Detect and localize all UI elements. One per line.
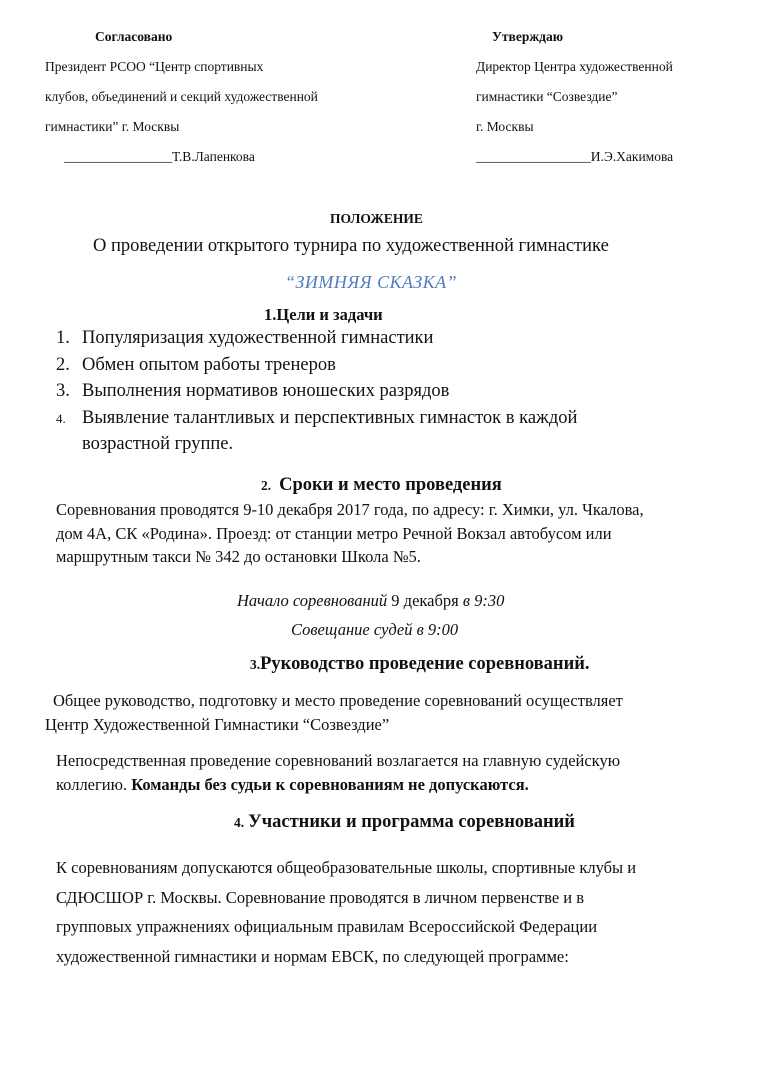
section-4-heading: 4. Участники и программа соревнований	[234, 812, 575, 832]
list-item: 4. Выявление талантливых и перспективных гимнасток в каждой возрастной группе.	[56, 407, 578, 454]
confirm-line-1: Директор Центра художественной	[476, 59, 673, 74]
approval-line-2: клубов, объединений и секций художественной	[45, 89, 318, 104]
judges-meeting: Совещание судей в 9:00	[291, 620, 459, 639]
section-2-heading: 2. Сроки и место проведения	[261, 475, 502, 495]
section-1-heading: 1.Цели и задачи	[264, 305, 383, 324]
list-item: 1. Популяризация художественной гимнастики	[56, 328, 434, 348]
confirm-signature: _________________И.Э.Хакимова	[476, 149, 674, 164]
event-name: “ЗИМНЯЯ СКАЗКА”	[285, 272, 458, 292]
section-3-heading: 3.Руководство проведение соревнований.	[250, 654, 590, 674]
confirm-line-2: гимнастики “Созвездие”	[476, 89, 618, 104]
list-item: 3. Выполнения нормативов юношеских разрядов	[56, 381, 450, 401]
approval-line-3: гимнастики” г. Москвы	[45, 119, 180, 134]
document-title: ПОЛОЖЕНИЕ	[330, 211, 423, 226]
confirm-heading: Утверждаю	[492, 29, 564, 44]
approval-heading: Согласовано	[95, 29, 173, 44]
section-3-paragraph-2: Непосредственная проведение соревнований возлагается на главную судейскую коллегию. Команды без судьи к соревнованиям не допускаются.	[56, 751, 621, 794]
approval-line-1: Президент РСОО “Центр спортивных	[45, 59, 264, 74]
list-item: 2. Обмен опытом работы тренеров	[56, 354, 336, 375]
section-2-paragraph: Соревнования проводятся 9-10 декабря 2017 года, по адресу: г. Химки, ул. Чкалова, дом 4А, СК «Родина». Проезд: от станции метро Речной Вокзал автобусом или маршрутным такси № 342 до остановки Школа №5.	[56, 500, 644, 566]
goals-list	[56, 325, 577, 458]
document-subtitle: О проведении открытого турнира по художественной гимнастике	[93, 236, 609, 256]
approval-signature: ________________Т.В.Лапенкова	[64, 149, 255, 164]
section-4-paragraph: К соревнованиям допускаются общеобразовательные школы, спортивные клубы и СДЮСШОР г. Москвы. Соревнование проводятся в личном первенстве и в групповых упражнениях официальным правилам Всероссийской Федерации художественной гимнастики и нормам ЕВСК, по следующей программе:	[56, 858, 637, 966]
confirm-line-3: г. Москвы	[476, 119, 534, 134]
start-time: Начало соревнований 9 декабря в 9:30	[237, 591, 505, 610]
section-3-paragraph-1: Общее руководство, подготовку и место проведение соревнований осуществляет Центр Художественной Гимнастики “Созвездие”	[45, 691, 623, 734]
